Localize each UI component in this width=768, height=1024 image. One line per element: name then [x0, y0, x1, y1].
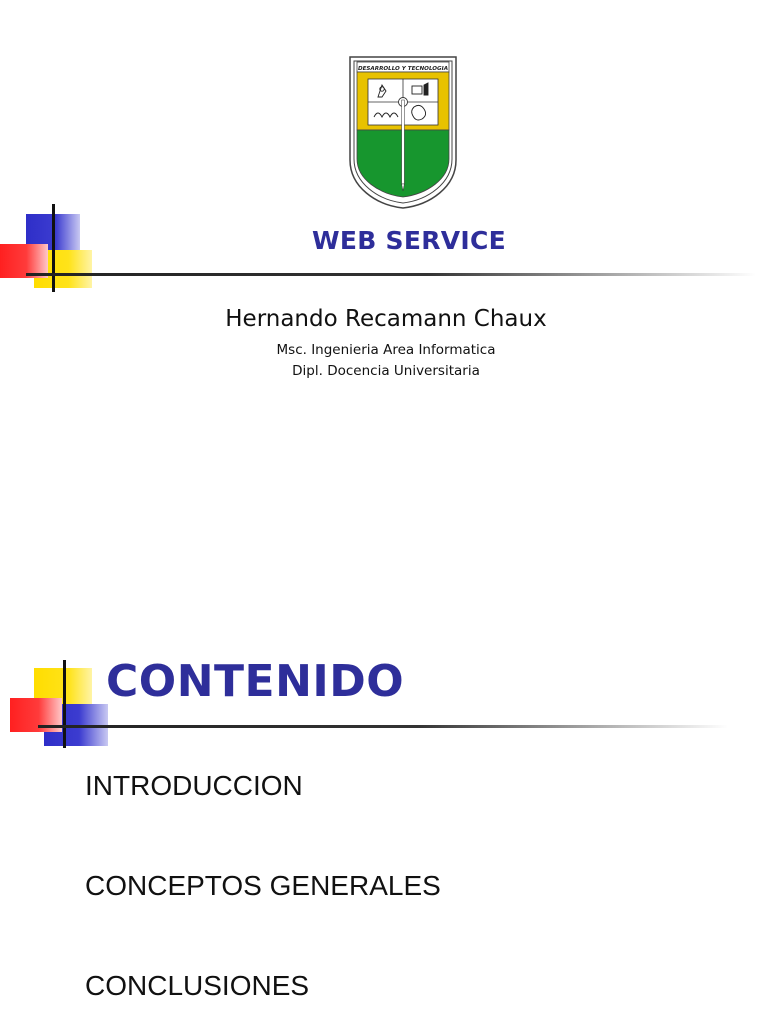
slide-title-text: WEB SERVICE [311, 226, 507, 255]
contents-item: CONCEPTOS GENERALES [85, 870, 441, 901]
deco-vertical-line [63, 660, 66, 748]
author-credential: Dipl. Docencia Universitaria [292, 363, 480, 379]
author-credential: Msc. Ingenieria Area Informatica [276, 342, 496, 358]
author-name: Hernando Recamann Chaux [225, 306, 547, 332]
contents-title: CONTENIDO [106, 656, 405, 707]
contents-item: CONCLUSIONES [85, 970, 310, 1001]
decorative-squares [0, 660, 112, 750]
contents-item: INTRODUCCION [85, 770, 303, 801]
university-crest-logo [348, 55, 458, 210]
title-rule [38, 725, 728, 728]
slide-contents [0, 512, 768, 1024]
title-rule [26, 273, 756, 276]
crest-banner-text: DESARROLLO Y TECNOLOGIA [357, 65, 449, 72]
